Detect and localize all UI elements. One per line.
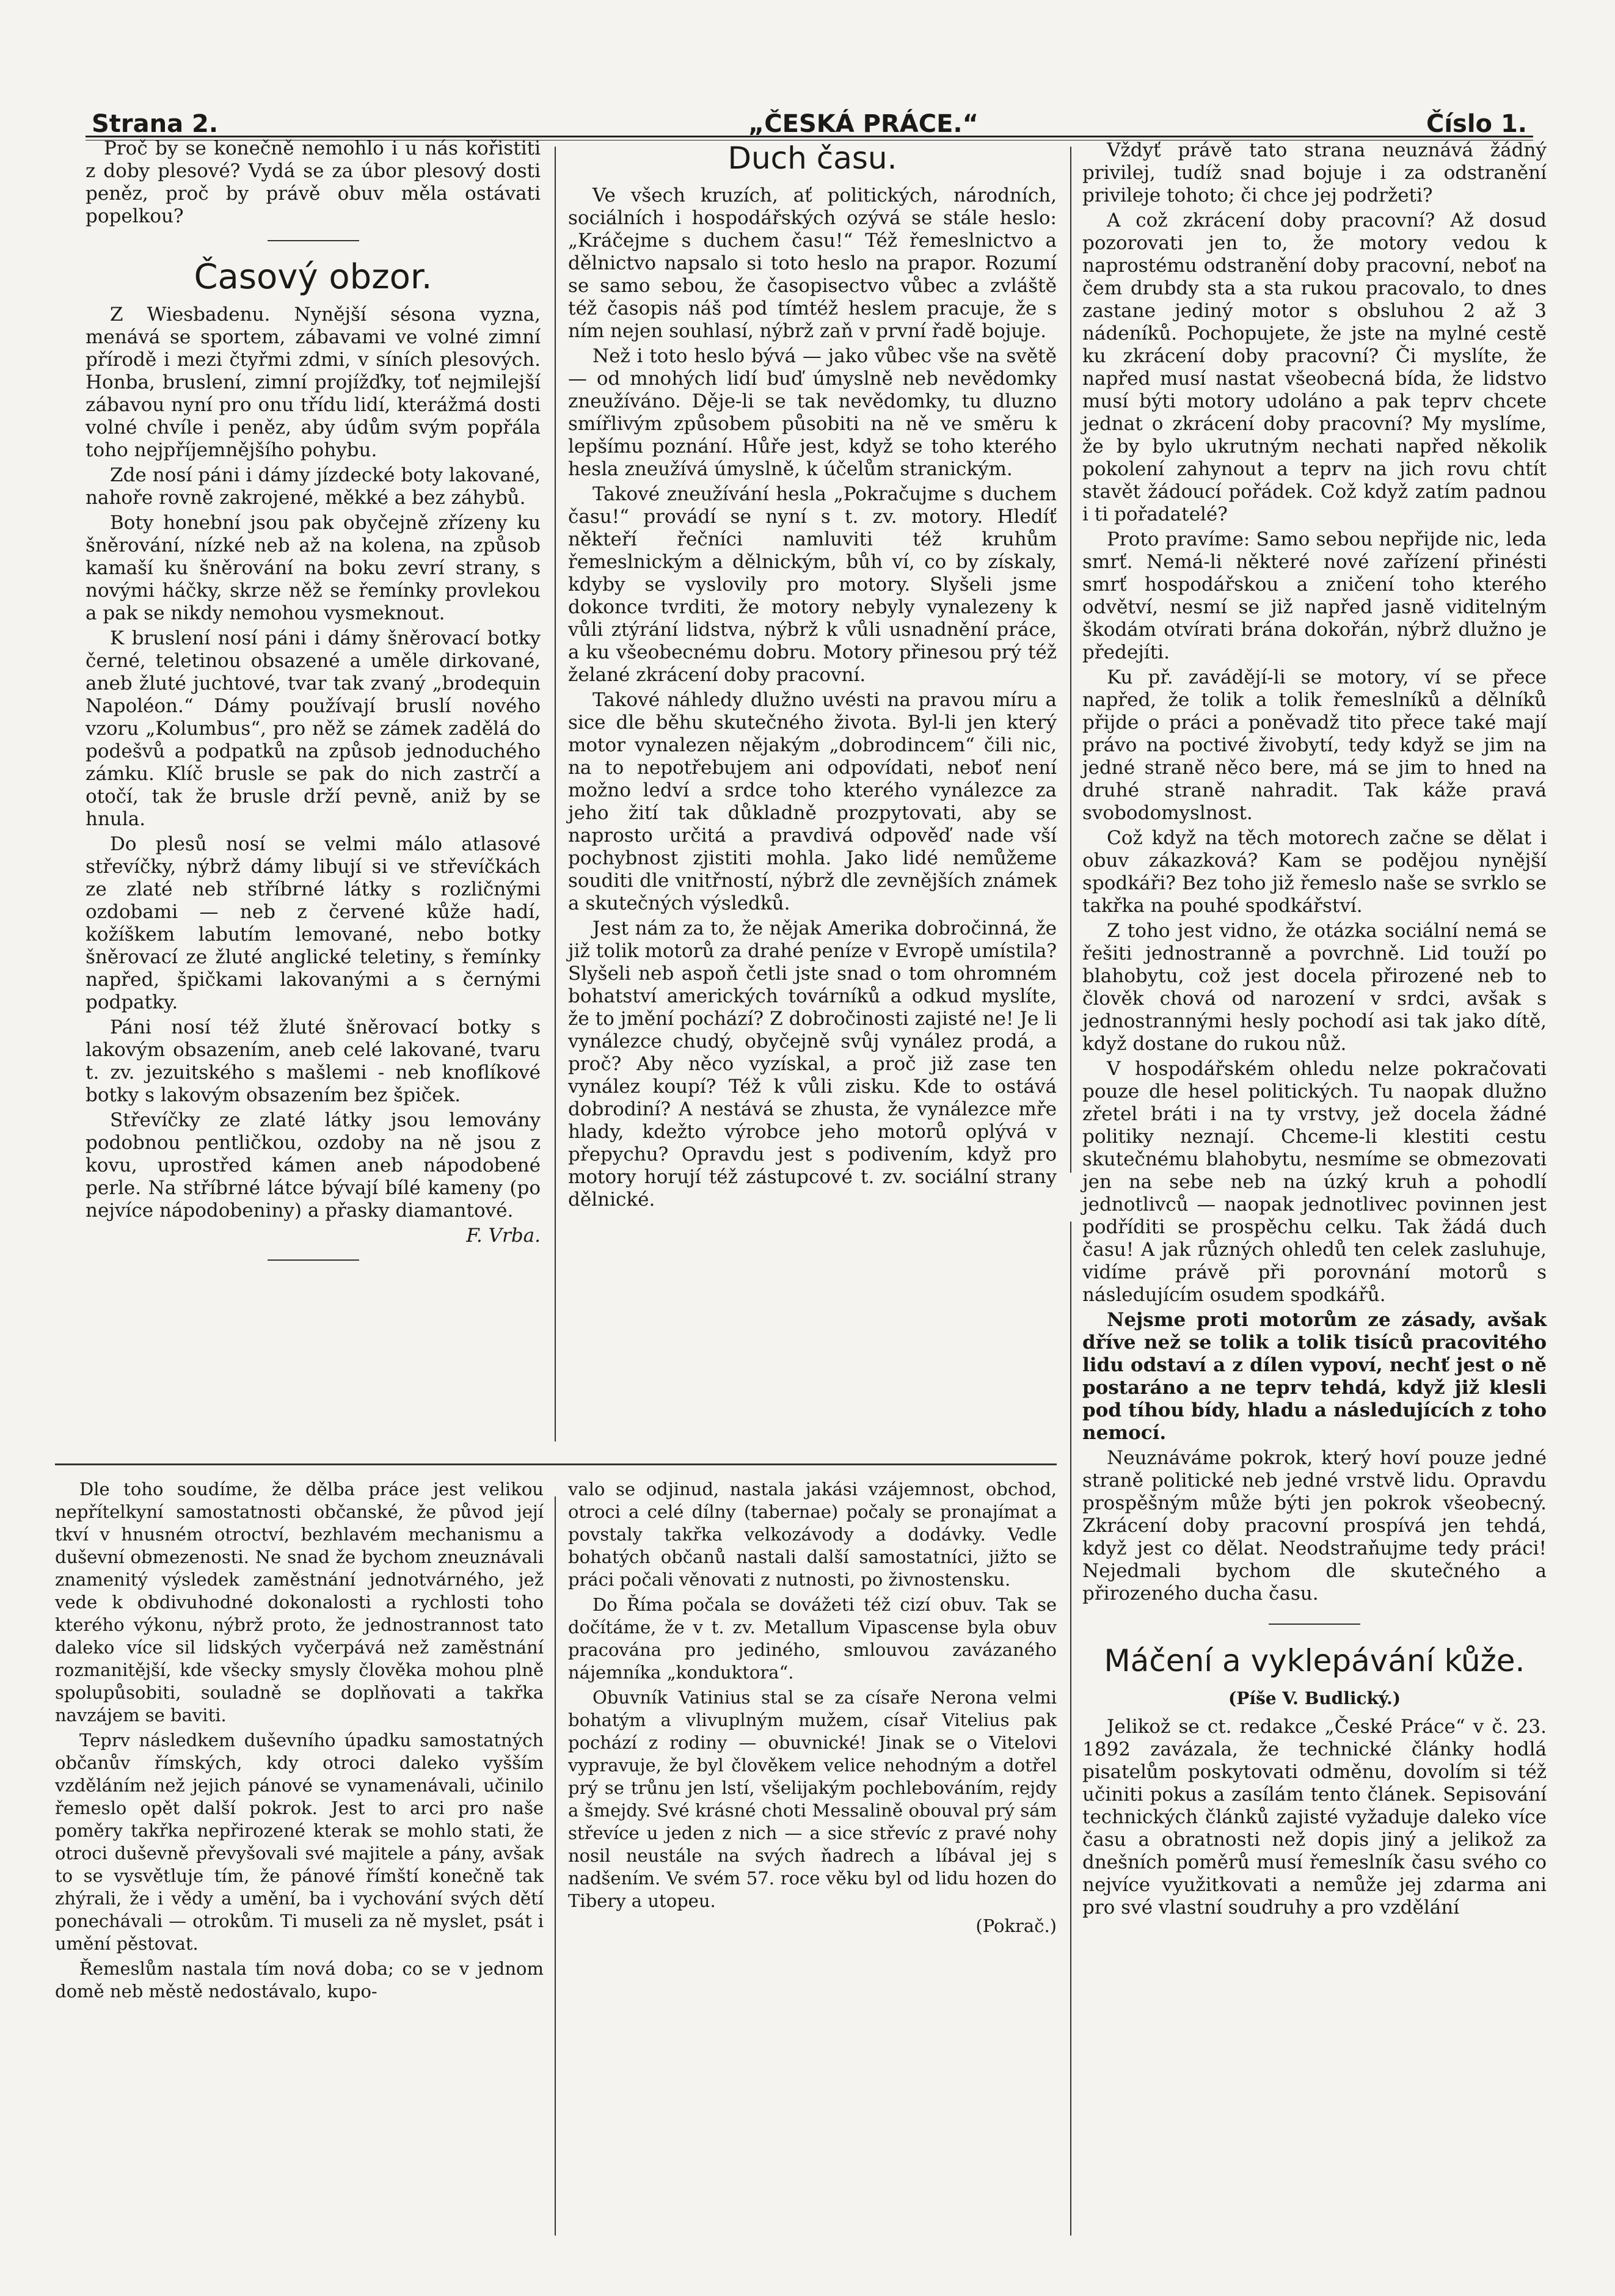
paragraph: Zde nosí páni i dámy jízdecké boty lakované, nahoře rovně zakrojené, měkké a bez záhybů. [86, 464, 541, 509]
paragraph: Takové náhledy dlužno uvésti na pravou míru a sice dle běhu skutečného života. Byl-li jen který motor vynalezen nějakým „dobrodincem“ čili nic, na to nepotřebujem ani odpovídati, neboť není možno ledví a srdce toho kterého vynálezce za jeho žití tak důkladně prozpytovati, aby se naprosto určitá a pravdivá odpověď nade vší pochybnost zjistiti mohla. Jako lidé nemůžeme souditi dle vnitřností, nýbrž dle zevnějších známek a skutečných výsledků. [568, 689, 1057, 914]
article-title-duch-casu: Duch času. [727, 140, 897, 176]
paragraph: Jest nám za to, že nějak Amerika dobročinná, že již tolik motorů za drahé peníze v Evropě umístila? Slyšeli neb aspoň četli jste snad o tom ohromném bohatství amerických továrníků a odkud myslíte, že to jmění pochází? Z dobročinosti zajisté ne! Je li vynálezce chudý, obyčejně svůj vynález prodá, a proč? Aby něco vyzískal, a proč již zase ten vynález koupí? Též k vůli zisku. Kde to ostává dobrodiní? A nestává se zhusta, že vynálezce mře hlady, kdežto výrobce jeho motorů oplývá v přepychu? Opravdu jest s podivením, když pro motory horují též zástupcové t. zv. sociální strany dělnické. [568, 917, 1057, 1211]
column-3 [1082, 139, 1547, 1922]
short-rule [268, 240, 359, 241]
column-divider [1070, 1222, 1071, 2236]
paragraph: Střevíčky ze zlaté látky jsou lemovány podobnou pentličkou, ozdoby na ně jsou z kovu, uprostřed kámen aneb nápodobené perle. Na stříbrné látce bývají bílé kameny (po nejvíce nápodobeniny) a přasky diamantové. [86, 1109, 541, 1222]
short-rule [268, 1259, 359, 1261]
paragraph: Z toho jest vidno, že otázka sociální nemá se řešiti jednostranně a povrchně. Lid touží po blahobytu, což jest docela přirozené neb to člověk chová od narození v srdci, avšak s jednostrannými hesly pochodí asi tak jako dítě, když dostane do rukou nůž. [1082, 920, 1547, 1055]
issue-number: Číslo 1. [1426, 110, 1527, 138]
paragraph: valo se odjinud, nastala jakási vzájemnost, obchod, otroci a celé dílny (tabernae) počaly se pronajímat a povstaly takřka velkozávody a dodávky. Vedle bohatých občanů nastali další samostatníci, jižto se práci počali věnovati z nutnosti, po živnostensku. [568, 1479, 1057, 1590]
column-2 [568, 122, 1057, 1214]
paragraph: Takové zneužívání hesla „Pokračujme s duchem času!“ provádí se nyní s t. zv. motory. Hledíť někteří řečníci namluviti též kruhům řemeslnickým a dělnickým, bůh ví, co by získaly, kdyby se vyslovily pro motory. Slyšeli jsme dokonce tvrditi, že motory nebyly vynalezeny k vůli ztýrání lidstva, nýbrž k vůli usnadnění práce, a ku všeobecnému dobru. Motory přinesou prý též želané zkrácení doby pracovní. [568, 483, 1057, 686]
article-byline: (Píše V. Budlický.) [1228, 1688, 1401, 1708]
paragraph-emphasis: Nejsme proti motorům ze zásady, avšak dříve než se tolik a tolik tisíců pracovitého lidu odstaví a z dílen vypoví, nechť jest o ně postaráno a ne teprv tehdá, když již klesli pod tíhou bídy, hladu a následujících z toho nemocí. [1082, 1309, 1547, 1444]
column-divider [1070, 147, 1071, 1173]
paragraph: Teprv následkem duševního úpadku samostatných občanův římských, kdy otroci daleko vyšším vzděláním než jejich pánové se vynamenávali, učinilo řemeslo opět další pokrok. Jest to arci pro naše poměry takřka nepřirozené kterak se mohlo stati, že otroci duševně převyšovali své majitele a pány, avšak to se vysvětluje tím, že pánové římští konečně tak zhýrali, že i vědy a umění, ba i vychování svých dětí ponechávali — otrokům. Ti museli za ně myslet, psát i umění pěstovat. [55, 1730, 544, 1954]
paragraph: Což když na těch motorech začne se dělat i obuv zákazková? Kam se podějou nynější spodkáři? Bez toho již řemeslo naše se svrklo se takřka na pouhé spodkářství. [1082, 827, 1547, 917]
paragraph: Řemeslům nastala tím nová doba; co se v jednom domě neb městě nedostávalo, kupo- [55, 1958, 544, 2002]
newspaper-title: „ČESKÁ PRÁCE.“ [748, 110, 979, 138]
page-number: Strana 2. [92, 110, 219, 138]
continued-note: (Pokrač.) [975, 1915, 1057, 1936]
paragraph: Do Říma počala se dovážeti též cizí obuv. Tak se dočítáme, že v t. zv. Metallum Vipascense byla obuv pracována pro jediného, smlouvou zavázaného nájemníka „konduktora“. [568, 1594, 1057, 1683]
paragraph: Obuvník Vatinius stal se za císaře Nerona velmi bohatým a vlivuplným mužem, císař Vitelius pak pochází z rodiny — obuvnické! Jinak se o Vitelovi vypravuje, že byl člověkem velice nehodným a dotřel prý se trůnu jen lstí, všelijakým pochlebováním, rejdy a šmejdy. Své krásné choti Messalině obouval prý sám střevíce u jeden z nich — a sice střevíc z pravé nohy nosil neustále na svých ňadrech a líbával jej s nadšením. Ve svém 57. roce věku byl od lidu hozen do Tibery a utopeu. [568, 1687, 1057, 1911]
paragraph: Z Wiesbadenu. Nynější sésona vyzna, menává se sportem, zábavami ve volné zimní přírodě i mezi čtyřmi zdmi, v síních plesových. Honba, bruslení, zimní projížďky, toť nejmilejší zábavou nyní pro onu třídu lidí, kterážmá dosti volné chvíle i peněz, aby údům svým popřála toho nejpříjemnějšího pohybu. [86, 304, 541, 461]
paragraph: Ku př. zavádějí-li se motory, ví se přece napřed, že tolik a tolik řemeslníků a dělníků přijde o práci a poněvadž tito přece také mají právo na poctivé živobytí, tedy když se jim na jedné straně něco bere, má se jim to hned na druhé straně nahradit. Tak káže pravá svobodomyslnost. [1082, 666, 1547, 824]
paragraph: Než i toto heslo bývá — jako vůbec vše na světě — od mnohých lidí buď úmyslně neb nevědomky zneužíváno. Děje-li se tak nevědomky, tu dluzno smířlivým způsobem působiti na ně ve směru k lepšímu poznání. Hůře jest, když se toho kterého hesla zneužívá úmyslně, k účelům stranickým. [568, 345, 1057, 480]
paragraph: Ve všech kruzích, ať politických, národních, sociálních i hospodářských ozývá se stále heslo: „Kráčejme s duchem času!“ Též řemeslnictvo a dělnictvo napsalo si toto heslo na prapor. Rozumí se samo sebou, že časopisectvo vůbec a zvláště též časopis náš pod tímtéž heslem pracuje, že s ním nejen souhlasí, nýbrž zaň v první řadě bojuje. [568, 184, 1057, 342]
lower-column-1 [55, 1478, 544, 2005]
paragraph: Proto pravíme: Samo sebou nepřijde nic, leda smrť. Nemá-li některé nové zařízení přinésti smrť hospodářskou a zničení toho kterého odvětví, nesmí se již napřed jasně viditelným škodám otvírati brána dokořán, nýbrž dlužno je předejíti. [1082, 528, 1547, 663]
paragraph: Dle toho soudíme, že dělba práce jest velikou nepřítelkyní samostatnosti občanské, že původ její tkví v hnusném otroctví, bezhlavém mechanismu a duševní obmezenosti. Ne snad že bychom zneuznávali znamenitý výsledek zaměstnání jednotvárného, jež vede k obdivuhodné dokonalosti a rychlosti toho kterého výkonu, nýbrž proto, že jednostrannost tato daleko více sil lidských vyčerpává než zaměstnání rozmanitější, kde všecky smysly člověka mohou plně spolupůsobiti, souladně se doplňovati a takřka navzájem se baviti. [55, 1479, 544, 1726]
section-divider [55, 1463, 1057, 1465]
paragraph: Neuznáváme pokrok, který hoví pouze jedné straně politické neb jedné vrstvě lidu. Opravdu prospěšným může býti jen pokrok všeobecný. Zkrácení doby pracovní prospívá jen tehdá, když jest co dělat. Neodstraňujme tedy práci! Nejedmali bychom dle skutečného a přirozeného ducha času. [1082, 1447, 1547, 1605]
author-signature: F. Vrba. [466, 1225, 541, 1247]
column-divider [555, 1496, 556, 2236]
paragraph: Boty honební jsou pak obyčejně zřízeny ku šněrování, nízké neb až na kolena, na způsob kamaší ku šněrování na boku zevrí strany, s novými háčky, skrze něž se řemínky provlekou a pak se nikdy nemohou vysmeknout. [86, 512, 541, 624]
paragraph: Jelikož se ct. redakce „České Práce“ v č. 23. 1892 zavázala, že technické články hodlá pisatelům poskytovati odměnu, dovolím si též učiniti pokus a zasílám tento článek. Sepisování technických článků zajisté vyžaduje daleko více času a obratnosti než dopis jiný a jelikož za dnešních poměrů musí řemeslník času svého co nejvíce využitkovati a nemůže jej zdarma ani pro své vlastní soudruhy a pro vzdělání [1082, 1716, 1547, 1919]
paragraph: A což zkrácení doby pracovní? Až dosud pozorovati jen to, že motory vedou k naprostému odstranění doby pracovní, neboť na čem drubdy sta a sta rukou pracovalo, to dnes zastane jediný motor s obsluhou 2 až 3 nádeníků. Pochopujete, že jste na mylné cestě ku zkrácení doby pracovní? Či myslíte, že napřed musí nastat všeobecná bída, že lidstvo musí býti motory udoláno a pak teprv chcete jednat o zkrácení doby pracovní? My myslíme, že by bylo ukrutným nechati napřed několik pokolení zahynout a teprv na jich rovu chtít stavět žádoucí pořádek. Což když zatím padnou i ti pořadatelé? [1082, 210, 1547, 525]
paragraph: Páni nosí též žluté šněrovací botky s lakovým obsazením, aneb celé lakované, tvaru t. zv. jezuitského s mašlemi - neb knoflíkové botky s lakovým obsazením bez špiček. [86, 1016, 541, 1106]
article-title-casovy-obzor: Časový obzor. [194, 257, 432, 297]
short-rule [1269, 1624, 1360, 1625]
paragraph: Vždyť právě tato strana neuznává žádný privilej, tudíž snad bojuje i za odstranění privileje tohoto; či chce jej podržeti? [1082, 139, 1547, 206]
paragraph: Proč by se konečně nemohlo i u nás kořistiti z doby plesové? Vydá se za úbor plesový dosti peněz, proč by právě obuv měla ostávati popelkou? [86, 137, 541, 227]
paragraph: K bruslení nosí páni i dámy šněrovací botky černé, teletinou obsazené a uměle dirkované, aneb žluté juchtové, tvar tak zvaný „brodequin Napoléon.“ Dámy používají bruslí nového vzoru „Kolumbus“, pro něž se zámek zadělá do podešvů a podpatků na způsob jednoduchého zámku. Klíč brusle se pak do nich zastrčí a otočí, tak že brusle drží pevně, aniž by se hnula. [86, 627, 541, 830]
paragraph: Do plesů nosí se velmi málo atlasové střevíčky, nýbrž dámy libují si ve střevíčkách ze zlaté neb stříbrné látky s rozličnými ozdobami — neb z červené kůže hadí, kožíškem labutím lemované, nebo botky šněrovací ze žluté anglické teletiny, s řemínky napřed, špičkami lakovanými a s černými podpatky. [86, 833, 541, 1013]
column-divider [555, 147, 556, 1441]
lower-column-2 [568, 1478, 1057, 1937]
column-1 [86, 137, 541, 1273]
paragraph: V hospodářském ohledu nelze pokračovati pouze dle hesel politických. Tu naopak dlužno zřetel bráti i na ty vrstvy, jež docela žádné politiky neznají. Chceme-li klestiti cestu skutečnému blahobytu, nesmíme se obmezovati jen na sebe neb na úzký kruh a pohodlí jednotlivců — naopak jednotlivec povinnen jest podříditi se prospěchu celku. Tak žádá duch času! A jak různých ohledů ten celek zasluhuje, vidíme právě při porovnání motorů s následujícím osudem spodkářů. [1082, 1058, 1547, 1306]
article-title-maceni: Máčení a vyklepávání kůže. [1104, 1643, 1525, 1678]
